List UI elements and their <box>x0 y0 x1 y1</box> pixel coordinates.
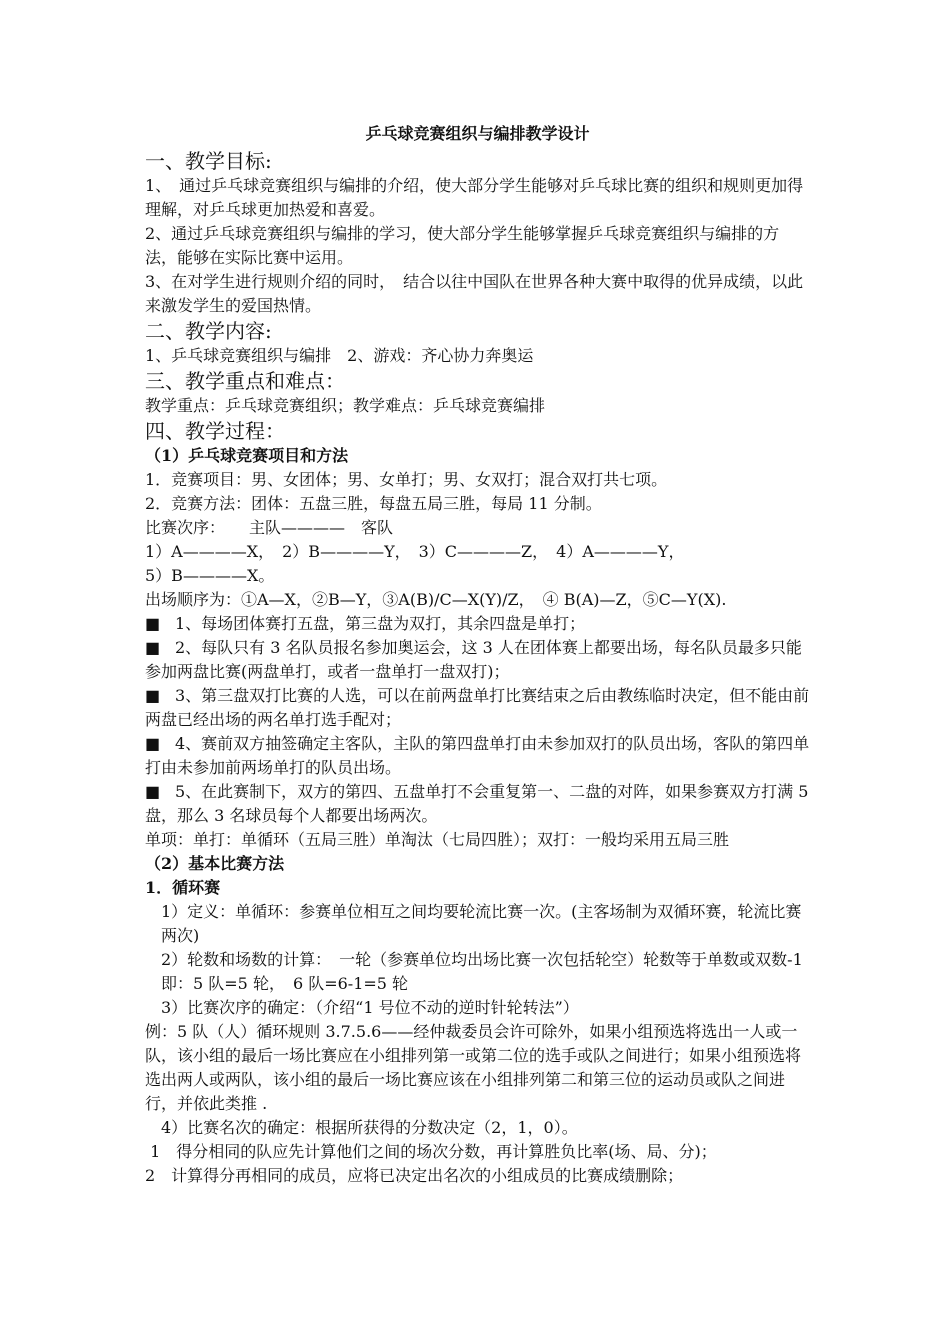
subheading-round-robin: 1．循环赛 <box>145 878 221 897</box>
content-list: 1、乒乓球竞赛组织与编排 2、游戏：齐心协力奔奥运 <box>145 346 534 365</box>
ranking-rule: 4）比赛名次的确定：根据所获得的分数决定（2，1，0）。 <box>161 1118 578 1137</box>
order-line: 比赛次序： 主队———— 客队 <box>145 518 394 537</box>
bullet-icon: ■ <box>145 614 161 633</box>
subheading-basic-methods: （2）基本比赛方法 <box>145 854 285 873</box>
rule-item-3: ■ 3、第三盘双打比赛的人选，可以在前两盘单打比赛结束之后由教练临时决定，但不能由前两盘已经出场的两名单打选手配对； <box>145 686 810 729</box>
document-page <box>145 122 835 1188</box>
round-robin-example: 例：5 队（人）循环规则 3.7.5.6——经仲裁委员会许可除外，如果小组预选将选出一人或一队，该小组的最后一场比赛应在小组排列第一或第二位的选手或队之间进行；如果小组预选将选出两人或两队，该小组的最后一场比赛应该在小组排列第二和第三位的运动员或队之间进行，并依此类推 . <box>145 1022 802 1113</box>
goal-2: 2、通过乒乓球竞赛组织与编排的学习，使大部分学生能够掌握乒乓球竞赛组织与编排的方法，能够在实际比赛中运用。 <box>145 224 780 267</box>
section-heading-key-points: 三、教学重点和难点： <box>145 369 345 393</box>
bullet-icon: ■ <box>145 638 161 657</box>
ranking-rule-2: 2 计算得分再相同的成员，应将已决定出名次的小组成员的比赛成绩删除； <box>145 1166 684 1185</box>
methods-line: 2．竞赛方法：团体：五盘三胜，每盘五局三胜，每局 11 分制。 <box>145 494 602 513</box>
key-points: 教学重点：乒乓球竞赛组织；教学难点：乒乓球竞赛编排 <box>145 396 546 415</box>
rule-item-2: ■ 2、每队只有 3 名队员报名参加奥运会，这 3 人在团体赛上都要出场，每名队员最多只能参加两盘比赛(两盘单打，或者一盘单打一盘双打)； <box>145 638 802 681</box>
rule-item-1: ■ 1、每场团体赛打五盘，第三盘为双打，其余四盘是单打； <box>145 612 810 636</box>
round-robin-order: 3）比赛次序的确定：（介绍“1 号位不动的逆时针轮转法”） <box>161 998 579 1017</box>
order-pairs-2: 5）B————X。 <box>145 566 275 585</box>
round-robin-calculation: 2）轮数和场数的计算： 一轮（参赛单位均出场比赛一次包括轮空）轮数等于单数或双数-1 即：5 队=5 轮， 6 队=6-1=5 轮 <box>161 950 835 993</box>
events-line: 1．竞赛项目：男、女团体；男、女单打；男、女双打；混合双打共七项。 <box>145 470 668 489</box>
section-heading-process: 四、教学过程： <box>145 419 285 443</box>
section-heading-goals: 一、教学目标: <box>145 149 272 173</box>
round-robin-definition: 1）定义：单循环：参赛单位相互之间均要轮流比赛一次。(主客场制为双循环赛，轮流比赛两次) <box>161 902 802 945</box>
bullet-icon: ■ <box>145 782 161 801</box>
subheading-events-methods: （1）乒乓球竞赛项目和方法 <box>145 446 349 465</box>
rule-item-5: ■ 5、在此赛制下，双方的第四、五盘单打不会重复第一、二盘的对阵，如果参赛双方打满 5 盘，那么 3 名球员每个人都要出场两次。 <box>145 782 814 825</box>
lineup-order: 出场顺序为：①A—X，②B—Y，③A(B)/C—X(Y)/Z， ④ B(A)—Z，⑤C—Y(X). <box>145 590 727 609</box>
rule-item-4: ■ 4、赛前双方抽签确定主客队，主队的第四盘单打由未参加双打的队员出场，客队的第四单打由未参加前两场单打的队员出场。 <box>145 734 810 777</box>
document-title: 乒乓球竞赛组织与编排教学设计 <box>365 124 590 143</box>
ranking-rule-1: 1 得分相同的队应先计算他们之间的场次分数，再计算胜负比率(场、局、分)； <box>145 1142 717 1161</box>
singles-line: 单项：单打：单循环（五局三胜）单淘汰（七局四胜）；双打：一般均采用五局三胜 <box>145 830 730 849</box>
section-heading-content: 二、教学内容: <box>145 319 272 343</box>
bullet-icon: ■ <box>145 734 161 753</box>
goal-1: 1、 通过乒乓球竞赛组织与编排的介绍，使大部分学生能够对乒乓球比赛的组织和规则更加得理解，对乒乓球更加热爱和喜爱。 <box>145 176 804 219</box>
order-pairs-1: 1）A————X， 2）B————Y， 3）C————Z， 4）A————Y， <box>145 542 685 561</box>
bullet-icon: ■ <box>145 686 161 705</box>
goal-3: 3、在对学生进行规则介绍的同时， 结合以往中国队在世界各种大赛中取得的优异成绩，以此来激发学生的爱国热情。 <box>145 272 804 315</box>
